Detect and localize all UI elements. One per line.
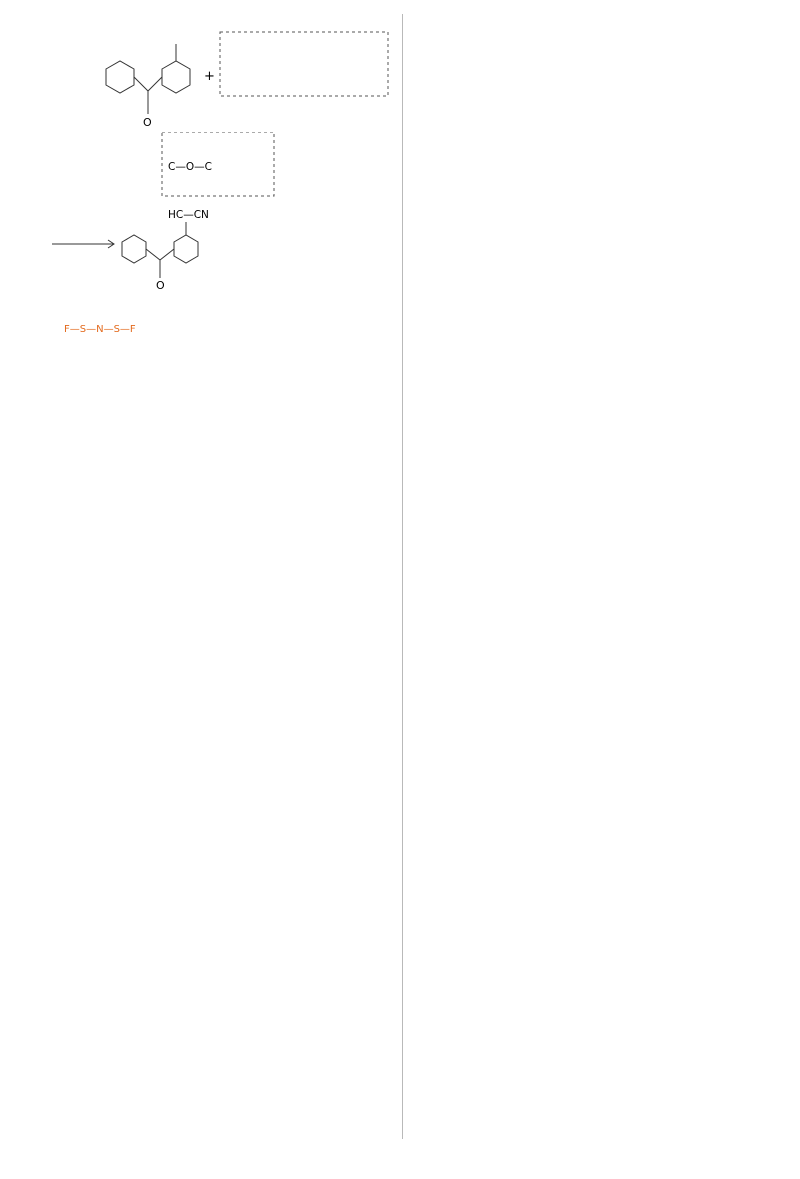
svg-text:O: O <box>143 116 152 129</box>
svg-text:F—S—N—S—F: F—S—N—S—F <box>64 324 136 335</box>
svg-text:+: + <box>204 69 215 84</box>
left-column <box>34 14 392 358</box>
svg-text:C—O—C: C—O—C <box>168 161 212 173</box>
svg-text:HC—CN: HC—CN <box>168 209 209 221</box>
q19-structures <box>34 292 392 358</box>
column-divider <box>402 14 403 1139</box>
chem-structure-2 <box>34 132 392 292</box>
q19-struct-svg <box>34 292 392 358</box>
reaction-product-diagram <box>34 132 392 292</box>
reaction-diagram <box>34 14 392 132</box>
svg-text:O: O <box>156 279 165 292</box>
chem-structure-1 <box>34 14 392 132</box>
